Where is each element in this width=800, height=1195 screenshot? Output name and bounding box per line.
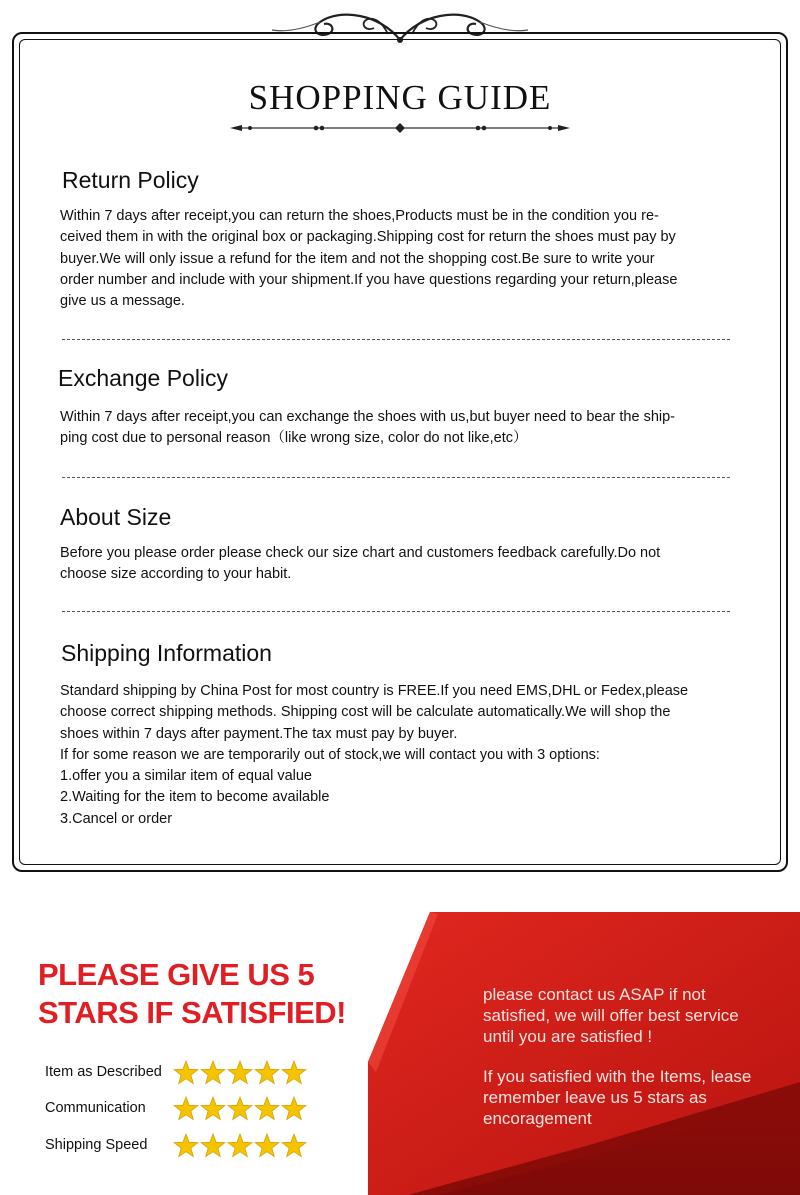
text-line: order number and include with your shipment.If you have questions regarding your return,please xyxy=(60,271,678,288)
headline-line-1: PLEASE GIVE US 5 xyxy=(38,957,315,992)
rating-label: Item as Described xyxy=(45,1064,162,1080)
shipping-information-text xyxy=(60,681,730,830)
message-line: until you are satisfied ! xyxy=(483,1027,653,1046)
rating-row-communication xyxy=(45,1094,325,1124)
exchange-policy-heading: Exchange Policy xyxy=(58,365,229,391)
title-divider-ornament xyxy=(230,118,570,138)
red-gift-box-image xyxy=(368,912,800,1195)
text-line: shoes within 7 days after payment.The tax must pay by buyer. xyxy=(60,725,458,742)
return-policy-heading: Return Policy xyxy=(62,167,199,193)
star-icon xyxy=(200,1133,226,1159)
text-line: buyer.We will only issue a refund for the item and not the shopping cost.Be sure to write your xyxy=(60,250,655,267)
text-line: 3.Cancel or order xyxy=(60,810,173,827)
contact-message xyxy=(483,984,793,1047)
shipping-information-heading: Shipping Information xyxy=(61,640,272,666)
text-line: 1.offer you a similar item of equal value xyxy=(60,768,313,785)
about-size-heading: About Size xyxy=(60,504,172,530)
exchange-policy-text xyxy=(60,407,730,450)
text-line: choose correct shipping methods. Shipping cost will be calculate automatically.We will shop the xyxy=(60,704,671,721)
star-icon xyxy=(227,1060,253,1086)
star-rating xyxy=(173,1131,313,1161)
rating-label: Communication xyxy=(45,1100,146,1116)
rating-label: Shipping Speed xyxy=(45,1137,148,1153)
text-line: Before you please order please check our size chart and customers feedback carefully.Do not xyxy=(60,545,661,561)
star-icon xyxy=(281,1133,307,1159)
section-divider xyxy=(62,339,730,340)
about-size-text xyxy=(60,543,730,586)
star-icon xyxy=(227,1096,253,1122)
section-divider xyxy=(62,477,730,478)
text-line: 2.Waiting for the item to become available xyxy=(60,789,330,806)
return-policy-text xyxy=(60,206,730,312)
star-icon xyxy=(200,1096,226,1122)
star-icon xyxy=(281,1096,307,1122)
star-rating xyxy=(173,1058,313,1088)
star-icon xyxy=(173,1096,199,1122)
text-line: Within 7 days after receipt,you can return the shoes,Products must be in the condition you re- xyxy=(60,208,659,224)
text-line: If for some reason we are temporarily out of stock,we will contact you with 3 options: xyxy=(60,746,600,763)
rating-row-item-as-described xyxy=(45,1058,325,1088)
section-divider xyxy=(62,611,730,612)
star-icon xyxy=(173,1133,199,1159)
headline-line-2: STARS IF SATISFIED! xyxy=(38,995,346,1030)
message-line: If you satisfied with the Items, lease xyxy=(483,1067,752,1086)
text-line: ping cost due to personal reason（like wrong size, color do not like,etc） xyxy=(60,430,528,447)
five-stars-headline xyxy=(38,956,398,1032)
star-icon xyxy=(227,1133,253,1159)
star-icon xyxy=(254,1096,280,1122)
star-icon xyxy=(281,1060,307,1086)
message-line: encoragement xyxy=(483,1109,592,1128)
star-icon xyxy=(200,1060,226,1086)
review-request-message xyxy=(483,1066,793,1129)
message-line: please contact us ASAP if not xyxy=(483,985,706,1004)
message-line: satisfied, we will offer best service xyxy=(483,1006,739,1025)
text-line: Within 7 days after receipt,you can exchange the shoes with us,but buyer need to bear the ship- xyxy=(60,409,676,425)
shopping-guide-title: SHOPPING GUIDE xyxy=(248,78,552,117)
text-line: Standard shipping by China Post for most country is FREE.If you need EMS,DHL or Fedex,please xyxy=(60,683,689,699)
text-line: choose size according to your habit. xyxy=(60,566,292,583)
text-line: give us a message. xyxy=(60,293,185,310)
star-rating xyxy=(173,1094,313,1124)
text-line: ceived them in with the original box or packaging.Shipping cost for return the shoes must pay by xyxy=(60,229,676,246)
star-icon xyxy=(254,1133,280,1159)
star-icon xyxy=(173,1060,199,1086)
rating-row-shipping-speed xyxy=(45,1131,325,1161)
message-line: remember leave us 5 stars as xyxy=(483,1088,707,1107)
star-icon xyxy=(254,1060,280,1086)
